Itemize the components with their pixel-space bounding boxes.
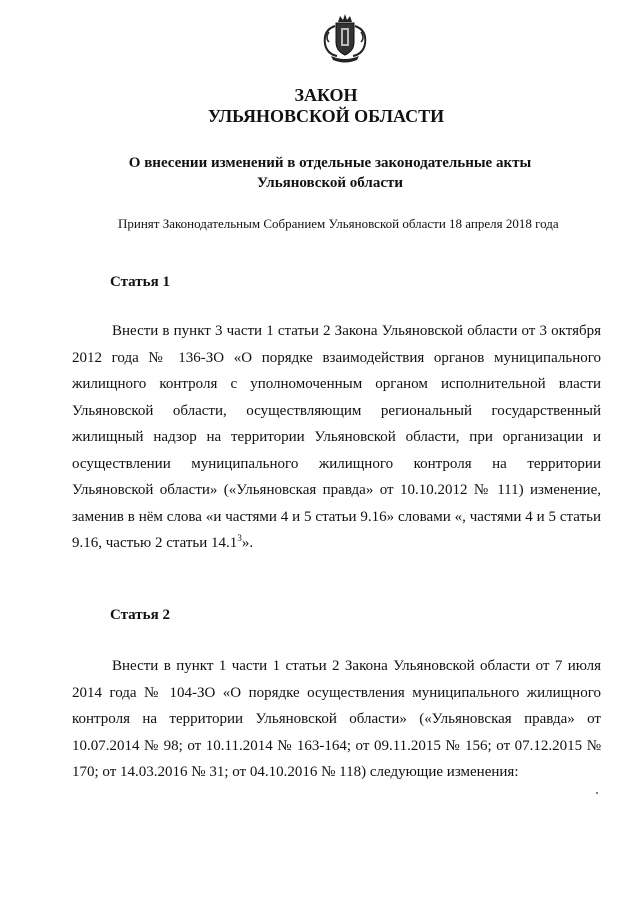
- article-1-heading: Статья 1: [110, 274, 170, 290]
- article-1-text-main: Внести в пункт 3 части 1 статьи 2 Закона Ульяновской области от 3 октября 2012 года № 136-ЗО «О порядке взаимодействия органов муниципального жилищного контроля с уполномоченным органом исполнительной власти Ульяновской области, осуществляющим региональный государственный жилищный надзор на территории Ульяновской области, при организации и осуществлении муниципального жилищного контроля на территории Ульяновской области» («Ульяновская правда» от 10.10.2012 № 111) изменение, заменив в нём слова «и частями 4 и 5 статьи 9.16» словами «, частями 4 и 5 статьи 9.16, частью 2 статьи 14.1: [72, 323, 601, 551]
- law-subtitle: [60, 153, 600, 193]
- scan-speck: [596, 792, 598, 794]
- article-2-heading: Статья 2: [110, 607, 170, 623]
- article-1-superscript: 3: [237, 533, 242, 543]
- law-title-line1: ЗАКОН: [294, 85, 358, 105]
- adoption-note: Принят Законодательным Собранием Ульяновской области 18 апреля 2018 года: [118, 216, 559, 231]
- article-1-text: [72, 318, 601, 557]
- law-title-line2: УЛЬЯНОВСКОЙ ОБЛАСТИ: [207, 106, 445, 126]
- subtitle-line2: Ульяновской области: [256, 175, 404, 191]
- law-title: [0, 85, 640, 127]
- coat-of-arms-emblem: [317, 12, 373, 64]
- article-2-text: Внести в пункт 1 части 1 статьи 2 Закона Ульяновской области от 7 июля 2014 года № 104-ЗО «О порядке осуществления муниципального жилищного контроля на территории Ульяновской области» («Ульяновская правда» от 10.07.2014 № 98; от 10.11.2014 № 163-164; от 09.11.2015 № 156; от 07.12.2015 № 170; от 14.03.2016 № 31; от 04.10.2016 № 118) следующие изменения:: [72, 658, 601, 780]
- article-1-text-end: ».: [241, 535, 254, 551]
- subtitle-line1: О внесении изменений в отдельные законодательные акты: [128, 155, 532, 171]
